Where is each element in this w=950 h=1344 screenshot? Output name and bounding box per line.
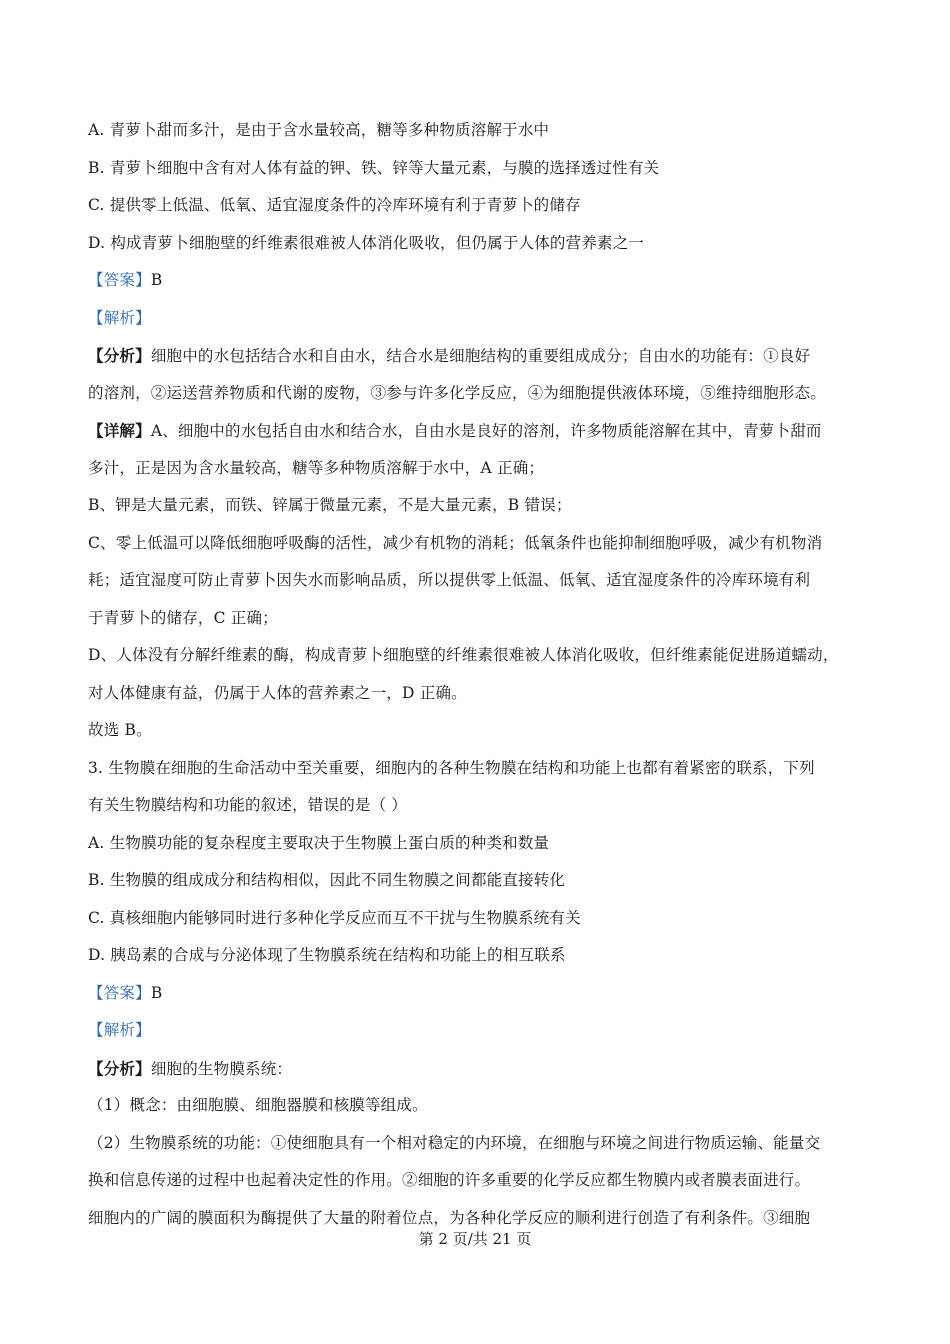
q3-fenxi-text: 细胞的生物膜系统： [150, 1059, 293, 1078]
q2-option-b: B. 青萝卜细胞中含有对人体有益的钾、铁、锌等大量元素，与膜的选择透过性有关 [88, 158, 660, 177]
page-footer: 第 2 页/共 21 页 [418, 1230, 532, 1248]
q2-detail-c-1: C、零上低温可以降低细胞呼吸酶的活性，减少有机物的消耗；低氧条件也能抑制细胞呼吸，减少有机物消 [88, 533, 823, 552]
q2-analysis-tag: 【解析】 [88, 308, 151, 327]
q2-fenxi-line-1 [88, 337, 878, 375]
q3-fenxi-line [88, 1050, 878, 1088]
q2-detail-line-1 [88, 412, 878, 450]
q2-detail-b: B、钾是大量元素，而铁、锌属于微量元素，不是大量元素，B 错误； [88, 496, 572, 514]
q3-option-b: B. 生物膜的组成成分和结构相似，因此不同生物膜之间都能直接转化 [88, 871, 566, 889]
q3-option-a: A. 生物膜功能的复杂程度主要取决于生物膜上蛋白质的种类和数量 [88, 833, 550, 852]
q2-detail-c-2: 耗；适宜湿度可防止青萝卜因失水而影响品质，所以提供零上低温、低氧、适宜湿度条件的冷库环境有利 [88, 571, 811, 589]
q2-answer-tag: 【答案】 [88, 271, 151, 289]
q2-analysis-line [88, 300, 878, 338]
q3-answer-value: B [150, 983, 163, 1002]
q2-option-a: A. 青萝卜甜而多汁，是由于含水量较高，糖等多种物质溶解于水中 [88, 121, 550, 139]
page-content [88, 112, 878, 1237]
q3-analysis-line [88, 1012, 878, 1050]
q2-detail-line-2: 多汁，正是因为含水量较高，糖等多种物质溶解于水中，A 正确； [88, 458, 545, 477]
q2-answer-value: B [150, 271, 163, 289]
q3-answer-tag: 【答案】 [88, 983, 151, 1002]
q2-detail-text-1: A、细胞中的水包括自由水和结合水，自由水是良好的溶剂，许多物质能溶解在其中，青萝卜甜而 [150, 422, 822, 440]
q3-point-2-line-2: 换和信息传递的过程中也起着决定性的作用。②细胞的许多重要的化学反应都生物膜内或者膜表面进行。 [88, 1171, 811, 1189]
q2-fenxi-tag: 【分析】 [88, 346, 151, 365]
q2-fenxi-text-1: 细胞中的水包括结合水和自由水，结合水是细胞结构的重要组成成分；自由水的功能有：①良好 [150, 347, 811, 365]
q3-stem-1: 3. 生物膜在细胞的生命活动中至关重要，细胞内的各种生物膜在结构和功能上也都有着紧密的联系，下列 [88, 758, 815, 777]
q3-point-2-line-3: 细胞内的广阔的膜面积为酶提供了大量的附着位点，为各种化学反应的顺利进行创造了有利条件。③细胞 [88, 1208, 811, 1227]
q3-answer-line [88, 975, 878, 1013]
q2-detail-d-1: D、人体没有分解纤维素的酶，构成青萝卜细胞壁的纤维素很难被人体消化吸收，但纤维素能促进肠道蠕动， [88, 646, 839, 664]
q2-detail-d-2: 对人体健康有益，仍属于人体的营养素之一，D 正确。 [88, 683, 467, 702]
q3-analysis-tag: 【解析】 [88, 1021, 151, 1039]
q3-point-2-line-1: （2）生物膜系统的功能：①使细胞具有一个相对稳定的内环境，在细胞与环境之间进行物质运输、能量交 [88, 1133, 821, 1152]
q2-xiangjie-tag: 【详解】 [88, 421, 151, 440]
q3-fenxi-tag: 【分析】 [88, 1058, 151, 1078]
q3-option-d: D. 胰岛素的合成与分泌体现了生物膜系统在结构和功能上的相互联系 [88, 946, 566, 964]
q2-option-c: C. 提供零上低温、低氧、适宜湿度条件的冷库环境有利于青萝卜的储存 [88, 196, 581, 214]
q2-conclusion: 故选 B。 [88, 721, 152, 739]
q3-stem-2: 有关生物膜结构和功能的叙述，错误的是（ ） [88, 796, 408, 814]
q3-option-c: C. 真核细胞内能够同时进行多种化学反应而互不干扰与生物膜系统有关 [88, 908, 581, 927]
q2-fenxi-line-2: 的溶剂，②运送营养物质和代谢的废物，③参与许多化学反应，④为细胞提供液体环境，⑤维持细胞形态。 [88, 383, 826, 402]
q2-answer-line [88, 262, 878, 300]
q3-point-1: （1）概念：由细胞膜、细胞器膜和核膜等组成。 [88, 1096, 428, 1114]
q2-detail-c-3: 于青萝卜的储存，C 正确； [88, 608, 278, 627]
q2-option-d: D. 构成青萝卜细胞壁的纤维素很难被人体消化吸收，但仍属于人体的营养素之一 [88, 233, 645, 252]
